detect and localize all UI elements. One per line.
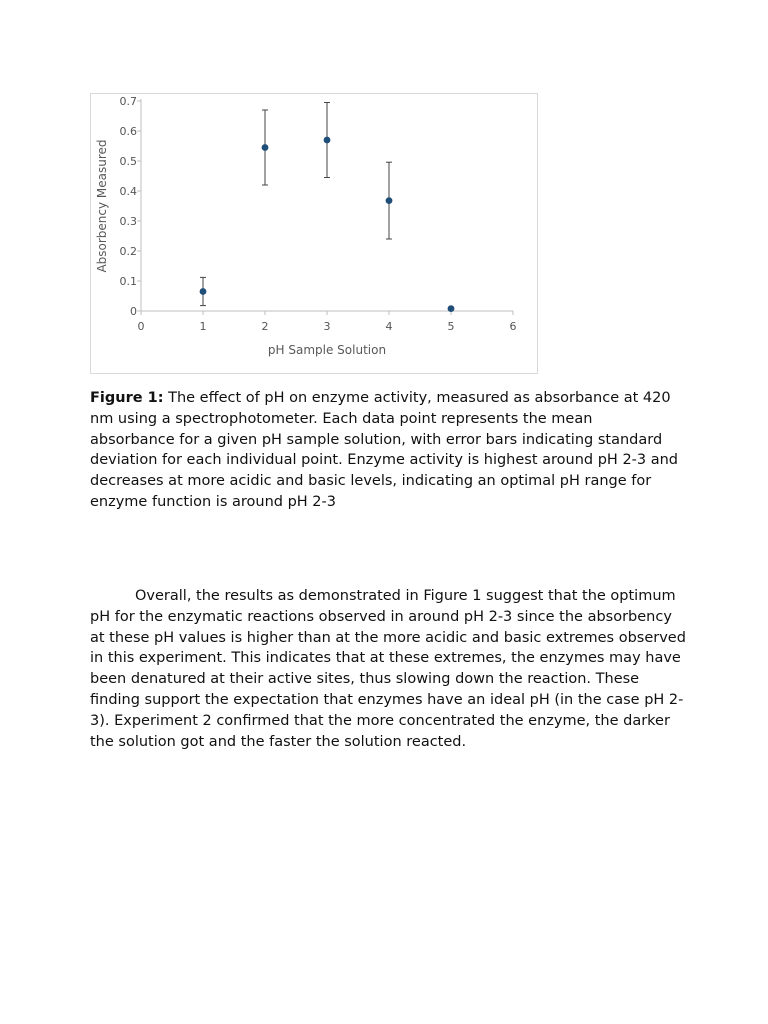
figure-label: Figure 1: <box>90 390 164 406</box>
figure-1-chart <box>90 93 538 374</box>
x-axis-title: pH Sample Solution <box>267 343 387 357</box>
scatter-plot <box>91 94 539 375</box>
y-tick-label: 0.6 <box>119 125 137 138</box>
chart-tick-labels <box>120 95 517 333</box>
chart-data-marks <box>200 103 455 313</box>
data-point <box>448 305 455 312</box>
figure-caption <box>90 388 680 513</box>
x-tick-label: 5 <box>447 320 455 333</box>
results-paragraph: Overall, the results as demonstrated in Figure 1 suggest that the optimum pH for the enzymatic reactions observed in around pH 2-3 since the absorbency at these pH values is higher than at the more acidic and basic extremes observed in this experiment. This indicates that at these extremes, the enzymes may have been denatured at their active sites, thus slowing down the reaction. These finding support the expectation that enzymes have an ideal pH (in the case pH 2-3). Experiment 2 confirmed that the more concentrated the enzyme, the darker the solution got and the faster the solution reacted. <box>90 588 686 750</box>
data-point <box>386 197 393 204</box>
x-tick-label: 4 <box>385 320 393 333</box>
data-point <box>324 137 331 144</box>
x-tick-label: 2 <box>261 320 269 333</box>
y-tick-label: 0.1 <box>119 275 137 288</box>
x-tick-label: 1 <box>199 320 207 333</box>
x-tick-label: 0 <box>137 320 145 333</box>
y-tick-label: 0.5 <box>119 155 137 168</box>
y-tick-label: 0.7 <box>119 95 137 108</box>
data-point <box>200 288 207 295</box>
y-tick-label: 0.4 <box>119 185 137 198</box>
data-point <box>262 144 269 151</box>
y-tick-label: 0.2 <box>119 245 137 258</box>
x-tick-label: 6 <box>509 320 517 333</box>
chart-axes <box>137 99 513 315</box>
y-tick-label: 0.3 <box>119 215 137 228</box>
y-axis-title: Absorbency Measured <box>95 139 109 273</box>
x-tick-label: 3 <box>323 320 331 333</box>
y-tick-label: 0 <box>130 305 137 318</box>
figure-caption-text: The effect of pH on enzyme activity, measured as absorbance at 420 nm using a spectrophotometer. Each data point represents the mean absorbance for a given pH sample solution, with error bars indicating standard deviation for each individual point. Enzyme activity is highest around pH 2-3 and decreases at more acidic and basic levels, indicating an optimal pH range for enzyme function is around pH 2-3 <box>90 390 679 510</box>
